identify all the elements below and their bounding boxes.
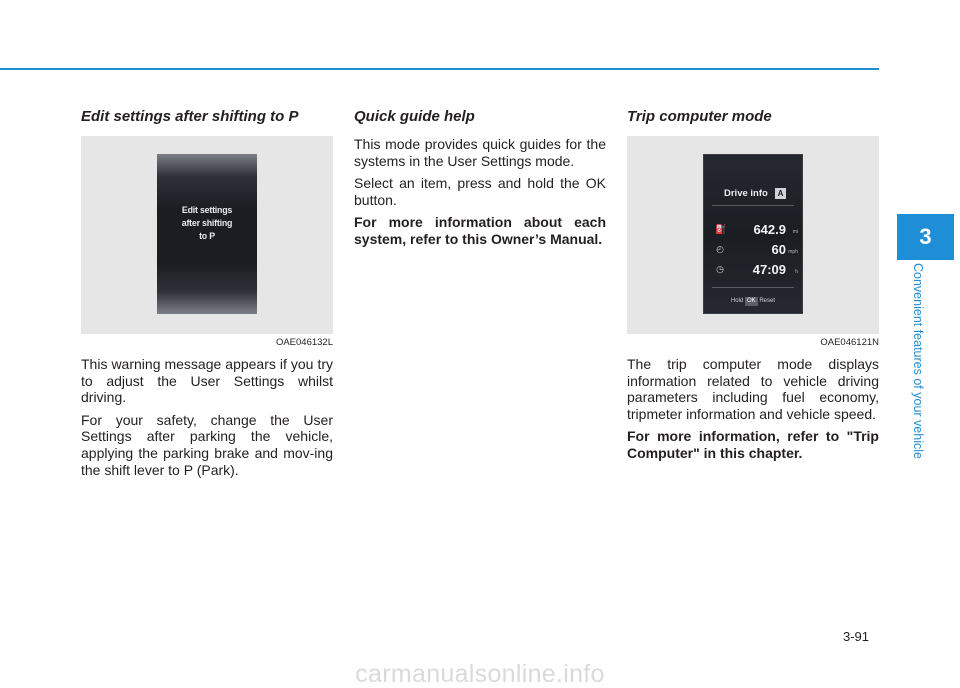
gauge-icon: ◴ bbox=[716, 244, 724, 254]
figure-edit-settings bbox=[81, 136, 333, 348]
display-footer: Hold OK Reset bbox=[730, 298, 776, 304]
auto-reset-icon: A bbox=[775, 188, 786, 199]
section-edit-settings bbox=[81, 108, 333, 478]
chapter-number-tab: 3 bbox=[897, 214, 954, 260]
paragraph: The trip computer mode displays information related to vehicle driving parameters including fuel economy, tripmeter information and vehicle speed. bbox=[627, 356, 879, 422]
divider bbox=[712, 287, 794, 288]
divider bbox=[712, 205, 794, 206]
watermark: carmanualsonline.info bbox=[355, 660, 605, 688]
ok-button-label: OK bbox=[746, 298, 756, 304]
cluster-display bbox=[703, 154, 803, 314]
trip-value: 47:09 bbox=[752, 262, 786, 277]
clock-icon: ◷ bbox=[716, 264, 724, 274]
trip-row-distance bbox=[712, 221, 798, 239]
trip-value: 642.9 bbox=[753, 222, 786, 237]
trip-row-speed bbox=[712, 241, 798, 259]
bold-note: For more information, refer to "Trip Computer" in this chapter. bbox=[627, 428, 879, 461]
fuel-pump-icon: ⛽ bbox=[715, 224, 727, 234]
trip-unit: h bbox=[795, 269, 798, 275]
section-heading: Quick guide help bbox=[354, 108, 475, 125]
section-quick-guide bbox=[354, 108, 606, 248]
paragraph: This mode provides quick guides for the systems in the User Settings mode. bbox=[354, 136, 606, 169]
paragraph: This warning message appears if you try to adjust the User Settings whilst driving. bbox=[81, 356, 333, 406]
trip-row-time bbox=[712, 261, 798, 279]
drive-info-title: Drive info bbox=[724, 188, 768, 199]
cluster-display bbox=[157, 154, 257, 314]
trip-unit: mph bbox=[788, 249, 798, 255]
section-heading: Trip computer mode bbox=[627, 108, 772, 125]
header-rule bbox=[0, 68, 879, 70]
page-number: 3-91 bbox=[843, 629, 870, 644]
paragraph: For your safety, change the User Settings after parking the vehicle, applying the parking brake and mov-ing the shift lever to P (Park). bbox=[81, 411, 333, 478]
figure-code: OAE046132L bbox=[275, 337, 333, 348]
figure-trip-computer bbox=[627, 136, 879, 348]
trip-value: 60 bbox=[771, 242, 786, 257]
paragraph: Select an item, press and hold the OK button. bbox=[354, 175, 606, 208]
figure-code: OAE046121N bbox=[820, 337, 879, 348]
section-trip-computer bbox=[627, 108, 879, 462]
trip-unit: mi bbox=[792, 229, 798, 235]
section-heading: Edit settings after shifting to P bbox=[81, 108, 299, 125]
cluster-display-message: Edit settings after shifting to P bbox=[181, 205, 233, 241]
bold-note: For more information about each system, refer to this Owner’s Manual. bbox=[354, 214, 606, 247]
chapter-title: Convenient features of your vehicle bbox=[911, 263, 925, 459]
